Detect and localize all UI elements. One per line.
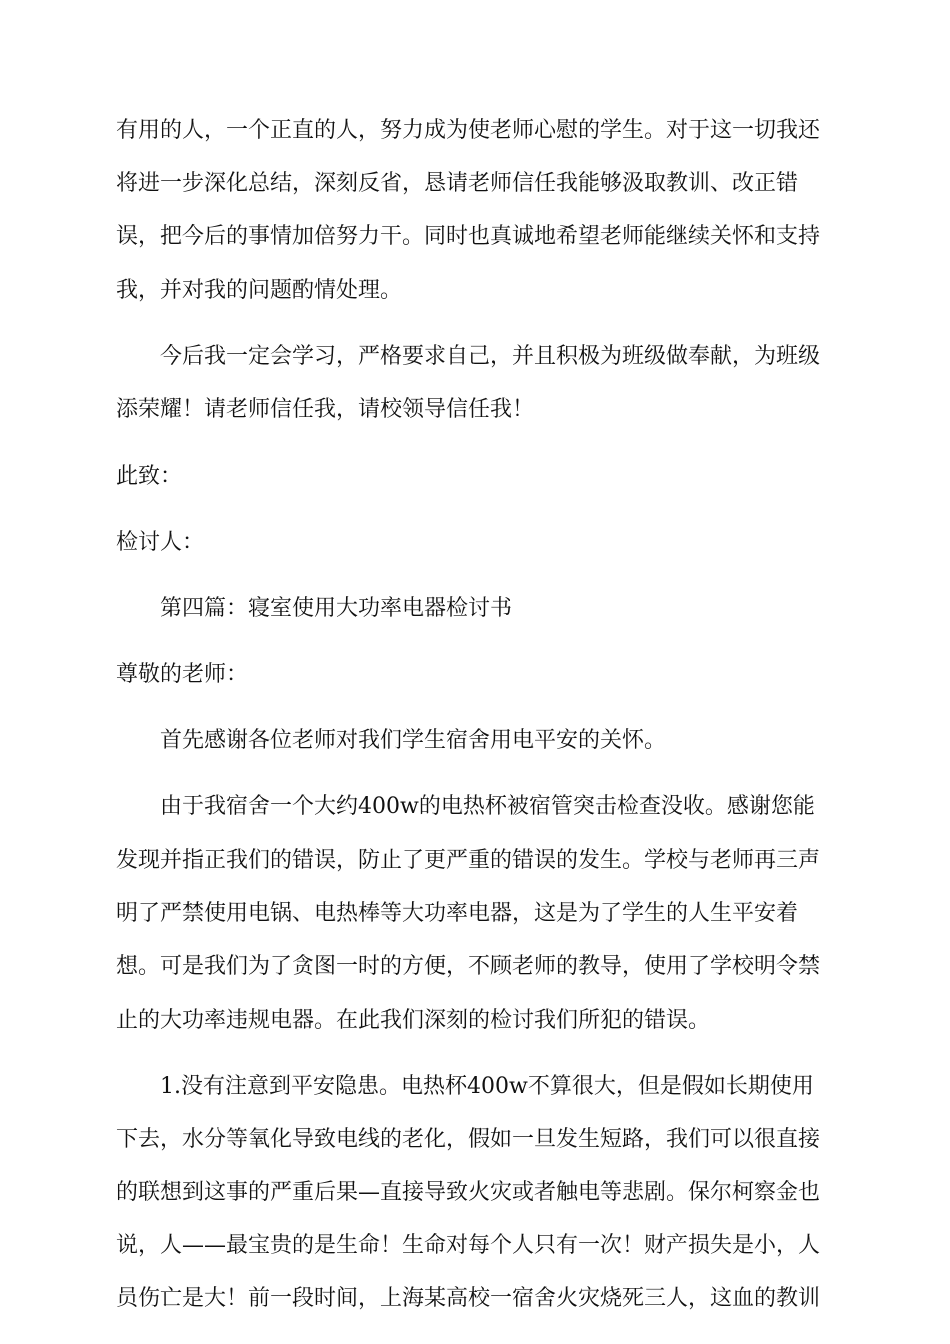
paragraph-line: 想。可是我们为了贪图一时的方便，不顾老师的教导，使用了学校明令禁: [116, 954, 821, 979]
paragraph-line: 下去，水分等氧化导致电线的老化，假如一旦发生短路，我们可以很直接: [116, 1127, 821, 1152]
paragraph-line: 我，并对我的问题酌情处理。: [116, 278, 403, 303]
paragraph-line: 的联想到这事的严重后果—直接导致火灾或者触电等悲剧。保尔柯察金也: [116, 1180, 821, 1205]
paragraph-line: 首先感谢各位老师对我们学生宿舍用电平安的关怀。: [160, 728, 667, 753]
salutation: 尊敬的老师：: [116, 662, 249, 687]
signature-label: 检讨人：: [116, 530, 205, 555]
paragraph-line: 止的大功率违规电器。在此我们深刻的检讨我们所犯的错误。: [116, 1008, 711, 1033]
paragraph-line: 将进一步深化总结，深刻反省，恳请老师信任我能够汲取教训、改正错: [116, 171, 799, 196]
paragraph-line: 发现并指正我们的错误，防止了更严重的错误的发生。学校与老师再三声: [116, 848, 821, 873]
paragraph-line: 误，把今后的事情加倍努力干。同时也真诚地希望老师能继续关怀和支持: [116, 224, 821, 249]
paragraph-line: 员伤亡是大！前一段时间，上海某高校一宿舍火灾烧死三人，这血的教训: [116, 1286, 821, 1311]
paragraph-line: 明了严禁使用电锅、电热棒等大功率电器，这是为了学生的人生平安着: [116, 901, 799, 926]
paragraph-line: 由于我宿舍一个大约400w的电热杯被宿管突击检查没收。感谢您能: [160, 794, 815, 819]
section-title: 第四篇：寝室使用大功率电器检讨书: [160, 596, 513, 621]
closing-line: 此致：: [116, 464, 183, 489]
paragraph-line: 说，人——最宝贵的是生命！生命对每个人只有一次！财产损失是小，人: [116, 1233, 821, 1258]
paragraph-line: 1.没有注意到平安隐患。电热杯400w不算很大，但是假如长期使用: [160, 1074, 814, 1099]
paragraph-line: 今后我一定会学习，严格要求自己，并且积极为班级做奉献，为班级: [160, 344, 821, 369]
paragraph-line: 添荣耀！请老师信任我，请校领导信任我！: [116, 397, 535, 422]
paragraph-line: 有用的人，一个正直的人，努力成为使老师心慰的学生。对于这一切我还: [116, 118, 821, 143]
